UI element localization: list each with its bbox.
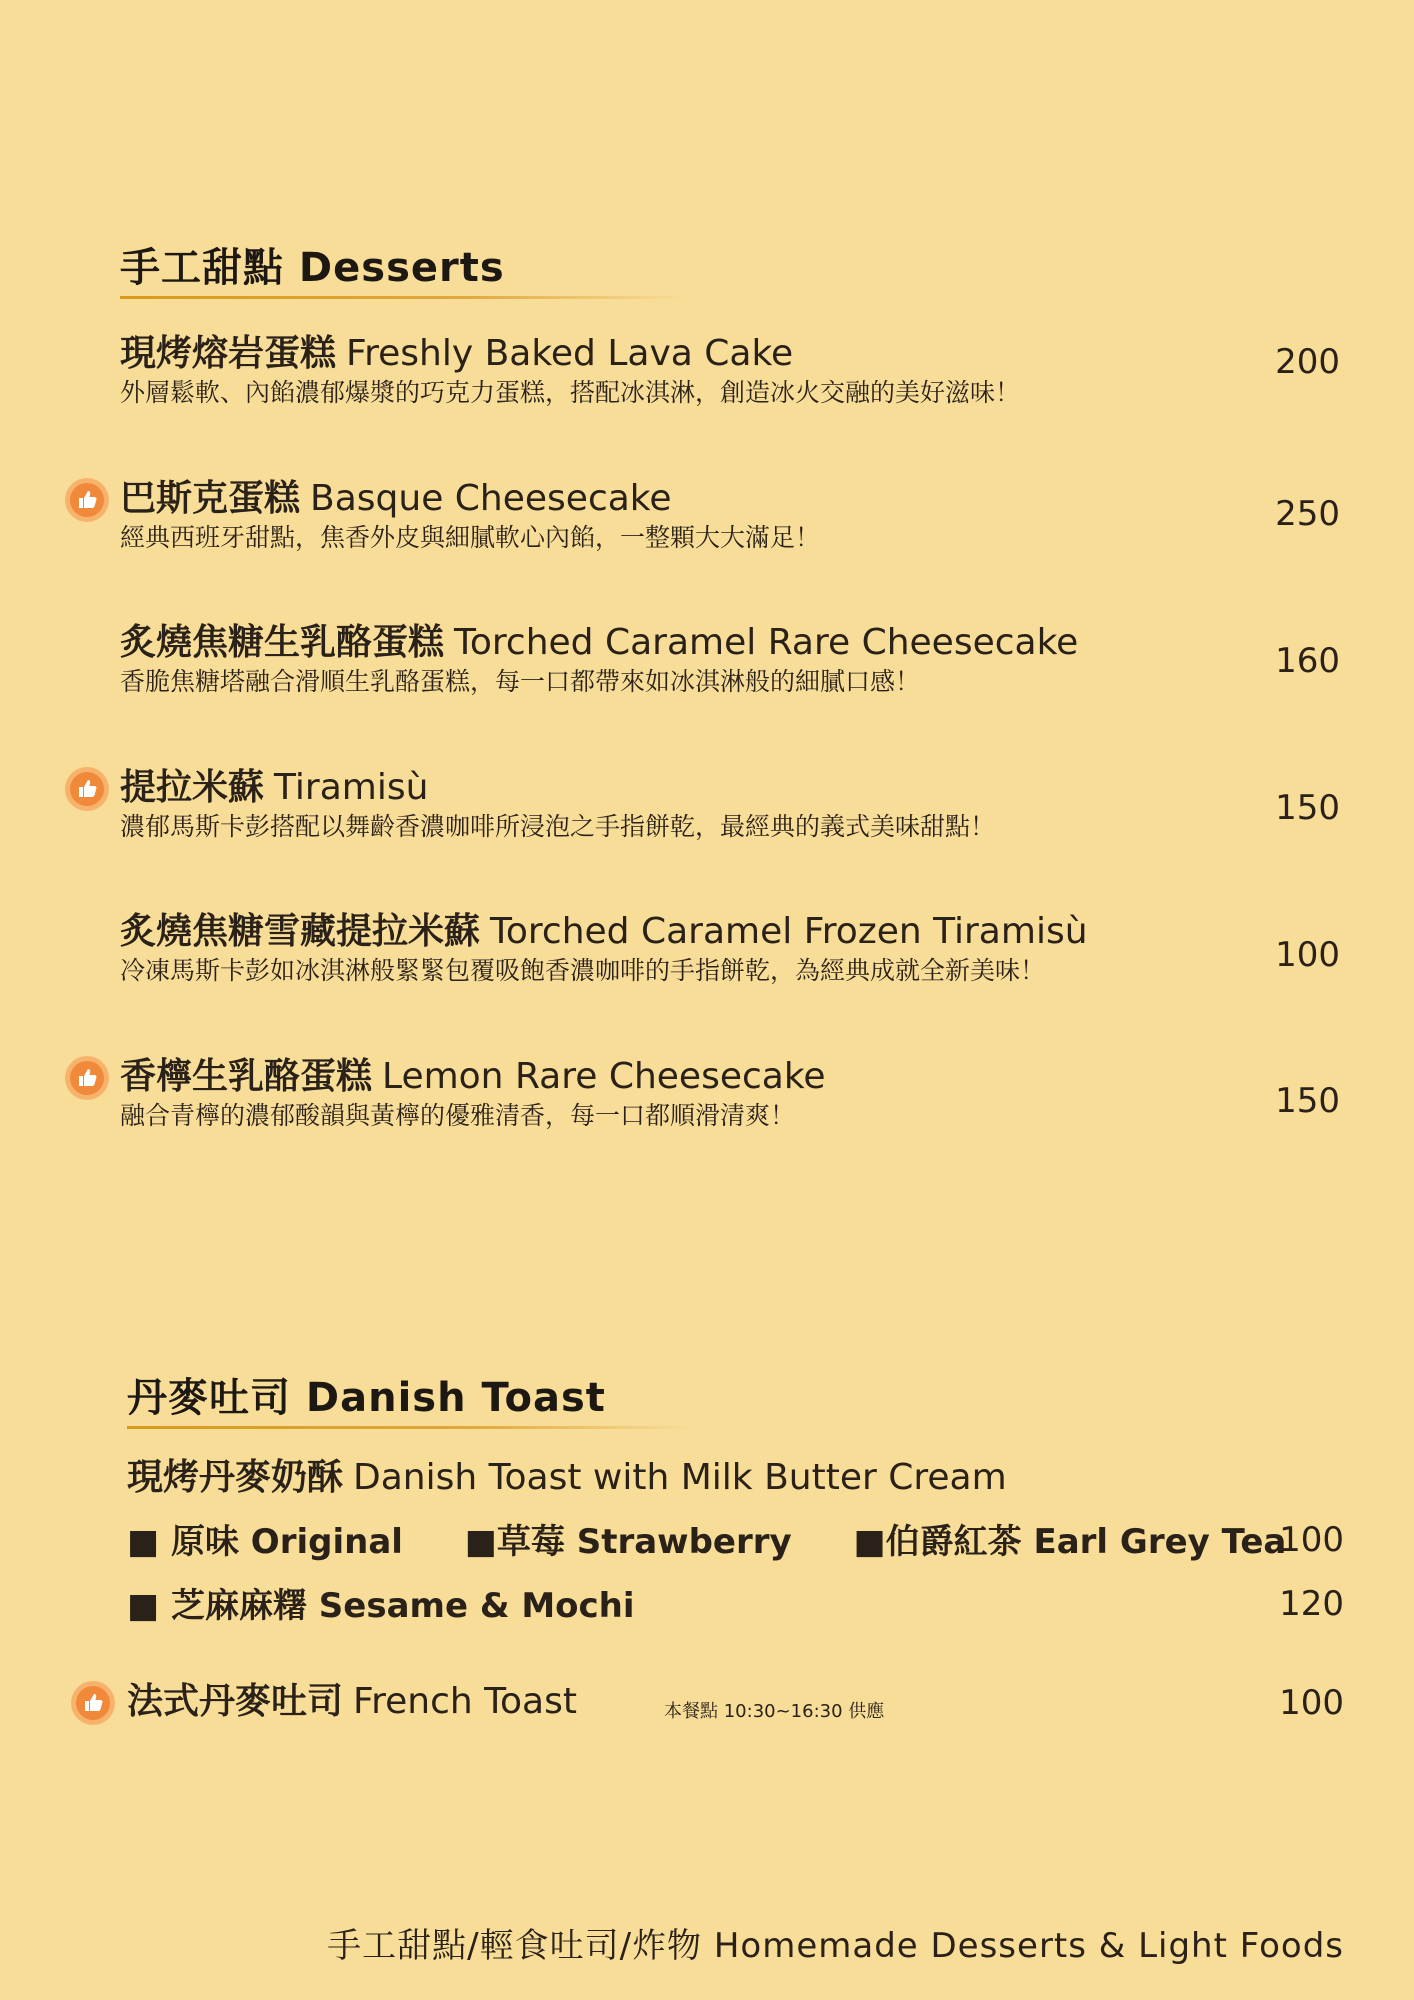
dessert-name — [120, 766, 1340, 810]
danish-toast-name — [127, 1456, 1347, 1500]
danish-toast-item — [127, 1456, 1347, 1500]
french-toast-price: 100 — [1279, 1683, 1344, 1723]
dessert-description: 香脆焦糖塔融合滑順生乳酪蛋糕，每一口都帶來如冰淇淋般的細膩口感！ — [120, 667, 921, 696]
dessert-name-zh: 炙燒焦糖生乳酪蛋糕 — [120, 622, 445, 663]
dessert-description: 濃郁馬斯卡彭搭配以舞齡香濃咖啡所浸泡之手指餅乾，最經典的義式美味甜點！ — [120, 812, 996, 841]
dessert-name-zh: 香檸生乳酪蛋糕 — [120, 1056, 373, 1097]
dessert-item — [120, 1055, 1340, 1133]
dessert-item — [120, 910, 1340, 988]
dessert-name — [120, 621, 1340, 665]
dessert-price: 100 — [1275, 935, 1340, 975]
dessert-item — [120, 332, 1340, 410]
dessert-description: 融合青檸的濃郁酸韻與黃檸的優雅清香，每一口都順滑清爽！ — [120, 1101, 796, 1130]
danish-toast-name-zh: 現烤丹麥奶酥 — [127, 1457, 344, 1498]
option-earl-grey: ■伯爵紅茶 Earl Grey Tea — [853, 1522, 1287, 1562]
dessert-name-zh: 現烤熔岩蛋糕 — [120, 333, 337, 374]
dessert-price: 160 — [1275, 641, 1340, 681]
dessert-name-en: Torched Caramel Frozen Tiramisù — [490, 911, 1088, 952]
french-toast-hours-note: 本餐點 10:30~16:30 供應 — [664, 1701, 885, 1722]
dessert-description: 經典西班牙甜點，焦香外皮與細膩軟心內餡，一整顆大大滿足！ — [120, 523, 821, 552]
danish-options-row-1 — [127, 1514, 1286, 1563]
recommended-thumbs-up-icon — [64, 1055, 110, 1101]
dessert-name — [120, 477, 1340, 521]
dessert-name-en: Tiramisù — [274, 767, 429, 808]
dessert-name-en: Torched Caramel Rare Cheesecake — [454, 622, 1079, 663]
option-original: ■ 原味 Original — [127, 1522, 403, 1562]
dessert-name-en: Basque Cheesecake — [310, 478, 672, 519]
dessert-name — [120, 332, 1340, 376]
recommended-thumbs-up-icon — [64, 477, 110, 523]
danish-price-row-2: 120 — [1279, 1584, 1344, 1624]
french-toast-name-en: French Toast — [353, 1681, 577, 1722]
dessert-description: 冷凍馬斯卡彭如冰淇淋般緊緊包覆吸飽香濃咖啡的手指餅乾，為經典成就全新美味！ — [120, 956, 1046, 985]
option-strawberry: ■草莓 Strawberry — [464, 1522, 792, 1562]
desserts-section-title: 手工甜點 Desserts — [120, 245, 505, 291]
danish-options-row-2 — [127, 1578, 685, 1627]
french-toast-name-zh: 法式丹麥吐司 — [127, 1681, 344, 1722]
dessert-item — [120, 477, 1340, 555]
dessert-price: 150 — [1275, 788, 1340, 828]
dessert-name — [120, 1055, 1340, 1099]
dessert-name-zh: 提拉米蘇 — [120, 767, 265, 808]
danish-section-title: 丹麥吐司 Danish Toast — [127, 1375, 606, 1421]
dessert-name — [120, 910, 1340, 954]
dessert-name-zh: 巴斯克蛋糕 — [120, 478, 301, 519]
danish-toast-name-en: Danish Toast with Milk Butter Cream — [353, 1457, 1007, 1498]
recommended-thumbs-up-icon — [64, 766, 110, 812]
dessert-description: 外層鬆軟、內餡濃郁爆漿的巧克力蛋糕，搭配冰淇淋，創造冰火交融的美好滋味！ — [120, 378, 1021, 407]
dessert-price: 200 — [1275, 342, 1340, 382]
option-sesame-mochi: ■ 芝麻麻糬 Sesame & Mochi — [127, 1586, 635, 1626]
desserts-title-rule — [120, 296, 685, 299]
danish-title-rule — [127, 1426, 692, 1429]
recommended-thumbs-up-icon — [70, 1680, 116, 1726]
dessert-item — [120, 766, 1340, 844]
danish-price-row-1: 100 — [1279, 1520, 1344, 1560]
dessert-item — [120, 621, 1340, 699]
dessert-name-en: Lemon Rare Cheesecake — [382, 1056, 826, 1097]
menu-footer: 手工甜點/輕食吐司/炸物 Homemade Desserts & Light Foods — [327, 1926, 1344, 1966]
dessert-price: 250 — [1275, 494, 1340, 534]
dessert-price: 150 — [1275, 1081, 1340, 1121]
dessert-name-zh: 炙燒焦糖雪藏提拉米蘇 — [120, 911, 481, 952]
dessert-name-en: Freshly Baked Lava Cake — [346, 333, 794, 374]
